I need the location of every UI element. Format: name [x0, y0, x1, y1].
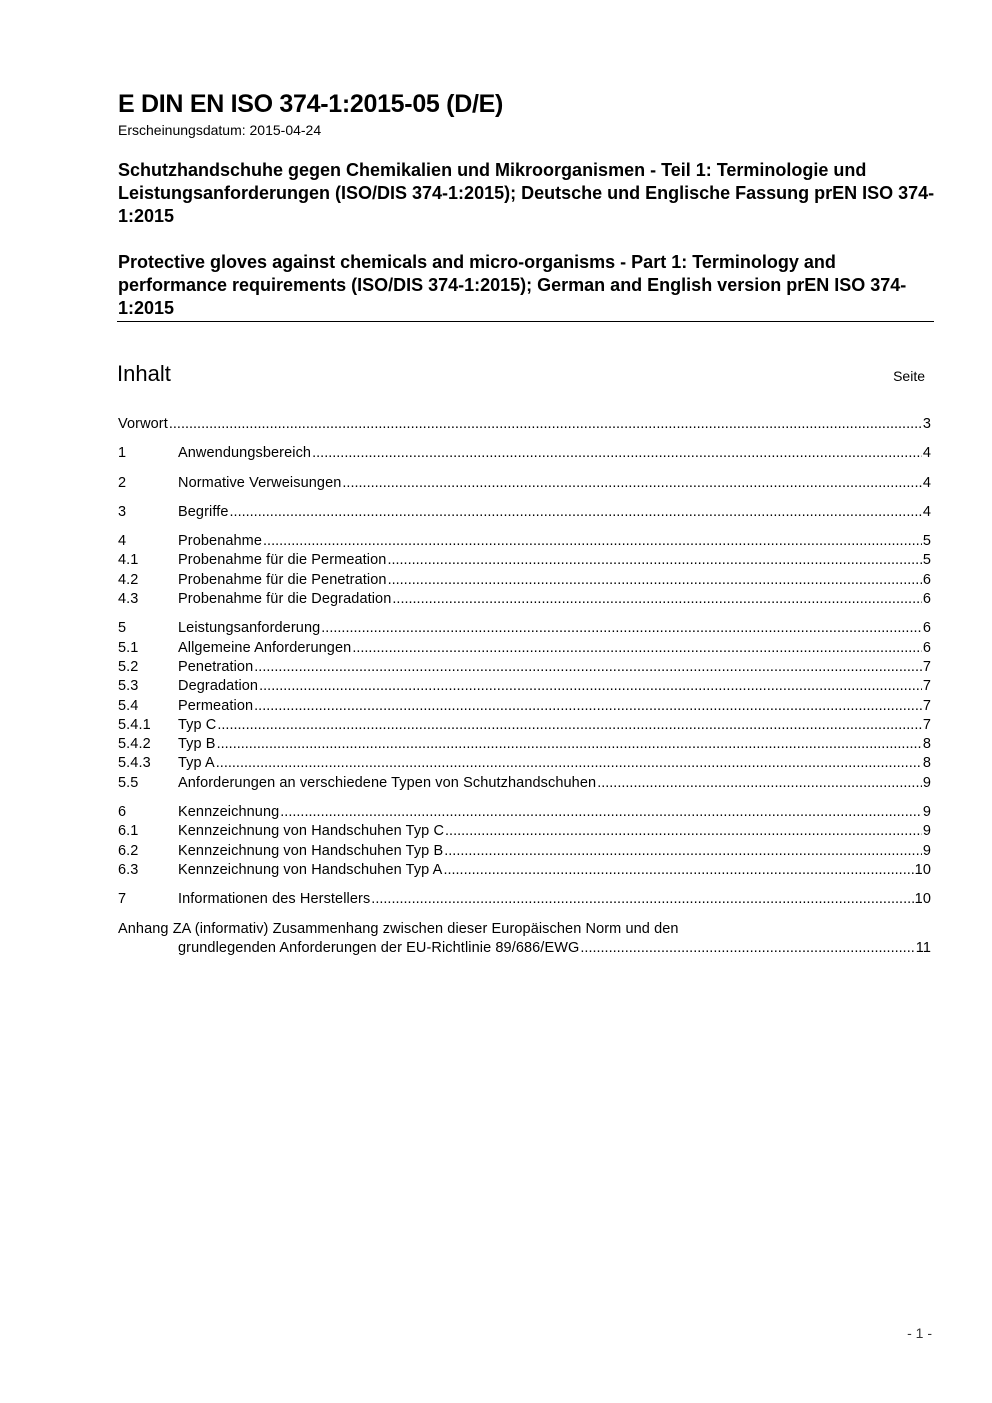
toc-annex-line1: Anhang ZA (informativ) Zusammenhang zwischen dieser Europäischen Norm und den	[118, 920, 679, 937]
toc-leader-dots	[216, 755, 922, 771]
toc-page-number: 4	[922, 503, 931, 520]
toc-annex-entry[interactable]	[118, 921, 931, 960]
toc-entry-number: 5.2	[118, 658, 139, 675]
title-english: Protective gloves against chemicals and micro-organisms - Part 1: Terminology and performance requirements (ISO/DIS 374-1:2015); German and English version prEN ISO 374-1:2015	[118, 252, 907, 318]
toc-entry[interactable]	[118, 823, 931, 842]
toc-entry-number: 4.1	[118, 552, 139, 569]
toc-page-number: 9	[922, 774, 931, 791]
toc-entry-number: 6	[118, 804, 127, 821]
toc-leader-dots	[263, 533, 922, 549]
toc-leader-dots	[580, 940, 914, 956]
toc-leader-dots	[321, 620, 922, 636]
toc-entry-title: Anwendungsbereich	[178, 445, 312, 462]
toc-entry[interactable]	[118, 572, 931, 591]
toc-page-number: 7	[922, 678, 931, 695]
toc-entry-title: Penetration	[178, 658, 254, 675]
toc-entry[interactable]	[118, 659, 931, 678]
toc-entry-title: Permeation	[178, 697, 254, 714]
toc-entry-title: Typ C	[178, 716, 217, 733]
toc-entry[interactable]	[118, 755, 931, 774]
page-number: - 1 -	[907, 1325, 932, 1341]
toc-entry-title: Normative Verweisungen	[178, 474, 342, 491]
toc-leader-dots	[597, 775, 922, 791]
toc-page-number: 8	[922, 736, 931, 753]
toc-page-number: 7	[922, 716, 931, 733]
toc-entry-number: 7	[118, 891, 127, 908]
toc-page-number: 9	[922, 823, 931, 840]
toc-leader-dots	[254, 698, 922, 714]
toc-entry-number: 5.4	[118, 697, 139, 714]
toc-page-number: 5	[922, 552, 931, 569]
toc-entry[interactable]	[118, 891, 931, 910]
toc-entry[interactable]	[118, 552, 931, 571]
toc-entry-number: 4.2	[118, 571, 139, 588]
toc-page-number: 6	[922, 639, 931, 656]
table-of-contents	[118, 416, 931, 959]
toc-entry[interactable]	[118, 533, 931, 552]
toc-annex-text: grundlegenden Anforderungen der EU-Richtlinie 89/686/EWG	[178, 939, 580, 956]
toc-entry-title: Allgemeine Anforderungen	[178, 639, 352, 656]
toc-entry-number: 6.2	[118, 842, 139, 859]
toc-entry-title: Informationen des Herstellers	[178, 891, 371, 908]
toc-leader-dots	[217, 736, 922, 752]
toc-entry-title: Probenahme für die Permeation	[178, 552, 387, 569]
toc-page-number: 4	[922, 474, 931, 491]
toc-entry-number: 6.3	[118, 861, 139, 878]
toc-entry[interactable]	[118, 736, 931, 755]
toc-entry-title: Kennzeichnung von Handschuhen Typ C	[178, 823, 445, 840]
toc-heading: Inhalt	[117, 361, 171, 386]
toc-entry-number: 6.1	[118, 823, 139, 840]
toc-entry[interactable]	[118, 862, 931, 881]
toc-page-number: 7	[922, 658, 931, 675]
toc-entry-title: Probenahme	[178, 533, 263, 550]
toc-page-number: 8	[922, 755, 931, 772]
toc-leader-dots	[259, 678, 922, 694]
toc-entry-number: 5.4.3	[118, 755, 151, 772]
toc-leader-dots	[387, 552, 921, 568]
toc-entry-number: 4	[118, 533, 127, 550]
toc-entry-title: Vorwort	[118, 416, 168, 432]
toc-leader-dots	[371, 891, 913, 907]
publication-date: Erscheinungsdatum: 2015-04-24	[118, 122, 322, 138]
toc-leader-dots	[388, 572, 922, 588]
toc-page-number: 5	[922, 533, 931, 550]
toc-leader-dots	[254, 659, 922, 675]
toc-entry-number: 5.4.2	[118, 736, 151, 753]
toc-entry[interactable]	[118, 717, 931, 736]
toc-entry[interactable]	[118, 775, 931, 794]
toc-page-number: 3	[922, 416, 931, 432]
toc-page-number: 6	[922, 571, 931, 588]
toc-annex-line2	[118, 940, 931, 959]
toc-page-number: 10	[914, 861, 931, 878]
toc-entry-title: Kennzeichnung von Handschuhen Typ B	[178, 842, 444, 859]
toc-leader-dots	[392, 591, 921, 607]
toc-leader-dots	[280, 804, 922, 820]
toc-entry-number: 5.1	[118, 639, 139, 656]
title-german: Schutzhandschuhe gegen Chemikalien und Mikroorganismen - Teil 1: Terminologie und Leistungsanforderungen (ISO/DIS 374-1:2015); Deutsche und Englische Fassung prEN ISO 374-1:2015	[118, 160, 935, 226]
toc-leader-dots	[230, 504, 922, 520]
toc-leader-dots	[443, 862, 913, 878]
toc-entry-title: Probenahme für die Penetration	[178, 571, 387, 588]
toc-entry[interactable]	[118, 698, 931, 717]
toc-entry-title: Kennzeichnung von Handschuhen Typ A	[178, 861, 443, 878]
toc-entry-number: 4.3	[118, 591, 139, 608]
toc-entry-title: Begriffe	[178, 503, 229, 520]
toc-entry[interactable]	[118, 416, 931, 435]
toc-entry-title: Typ B	[178, 736, 216, 753]
toc-entry-title: Probenahme für die Degradation	[178, 591, 392, 608]
toc-entry[interactable]	[118, 504, 931, 523]
toc-page-number: 6	[922, 620, 931, 637]
toc-leader-dots	[312, 445, 922, 461]
toc-entry[interactable]	[118, 445, 931, 464]
document-number: E DIN EN ISO 374-1:2015-05 (D/E)	[118, 90, 503, 118]
toc-leader-dots	[445, 823, 922, 839]
toc-entry-number: 5	[118, 620, 127, 637]
toc-leader-dots	[444, 843, 922, 859]
toc-page-number: 9	[922, 804, 931, 821]
title-divider	[117, 321, 934, 322]
toc-entry[interactable]	[118, 640, 931, 659]
toc-entry[interactable]	[118, 475, 931, 494]
toc-page-number: 11	[915, 939, 931, 956]
toc-entry-number: 5.5	[118, 774, 139, 791]
toc-leader-dots	[352, 640, 922, 656]
toc-entry-title: Typ A	[178, 755, 215, 772]
toc-leader-dots	[217, 717, 921, 733]
toc-entry[interactable]	[118, 804, 931, 823]
toc-leader-dots	[342, 475, 921, 491]
toc-entry-title: Kennzeichnung	[178, 804, 280, 821]
toc-entry[interactable]	[118, 620, 931, 639]
toc-entry[interactable]	[118, 591, 931, 610]
toc-entry[interactable]	[118, 678, 931, 697]
toc-entry-title: Anforderungen an verschiedene Typen von Schutzhandschuhen	[178, 774, 597, 791]
toc-entry[interactable]	[118, 843, 931, 862]
toc-leader-dots	[169, 416, 922, 432]
toc-page-label: Seite	[893, 368, 925, 384]
toc-page-number: 4	[922, 445, 931, 462]
toc-entry-number: 5.4.1	[118, 716, 151, 733]
toc-entry-title: Leistungsanforderung	[178, 620, 321, 637]
toc-entry-number: 3	[118, 503, 127, 520]
toc-page-number: 10	[914, 891, 931, 908]
toc-page-number: 7	[922, 697, 931, 714]
toc-entry-number: 1	[118, 445, 127, 462]
toc-entry-title: Degradation	[178, 678, 259, 695]
toc-page-number: 9	[922, 842, 931, 859]
toc-entry-number: 2	[118, 474, 127, 491]
toc-entry-number: 5.3	[118, 678, 139, 695]
toc-page-number: 6	[922, 591, 931, 608]
